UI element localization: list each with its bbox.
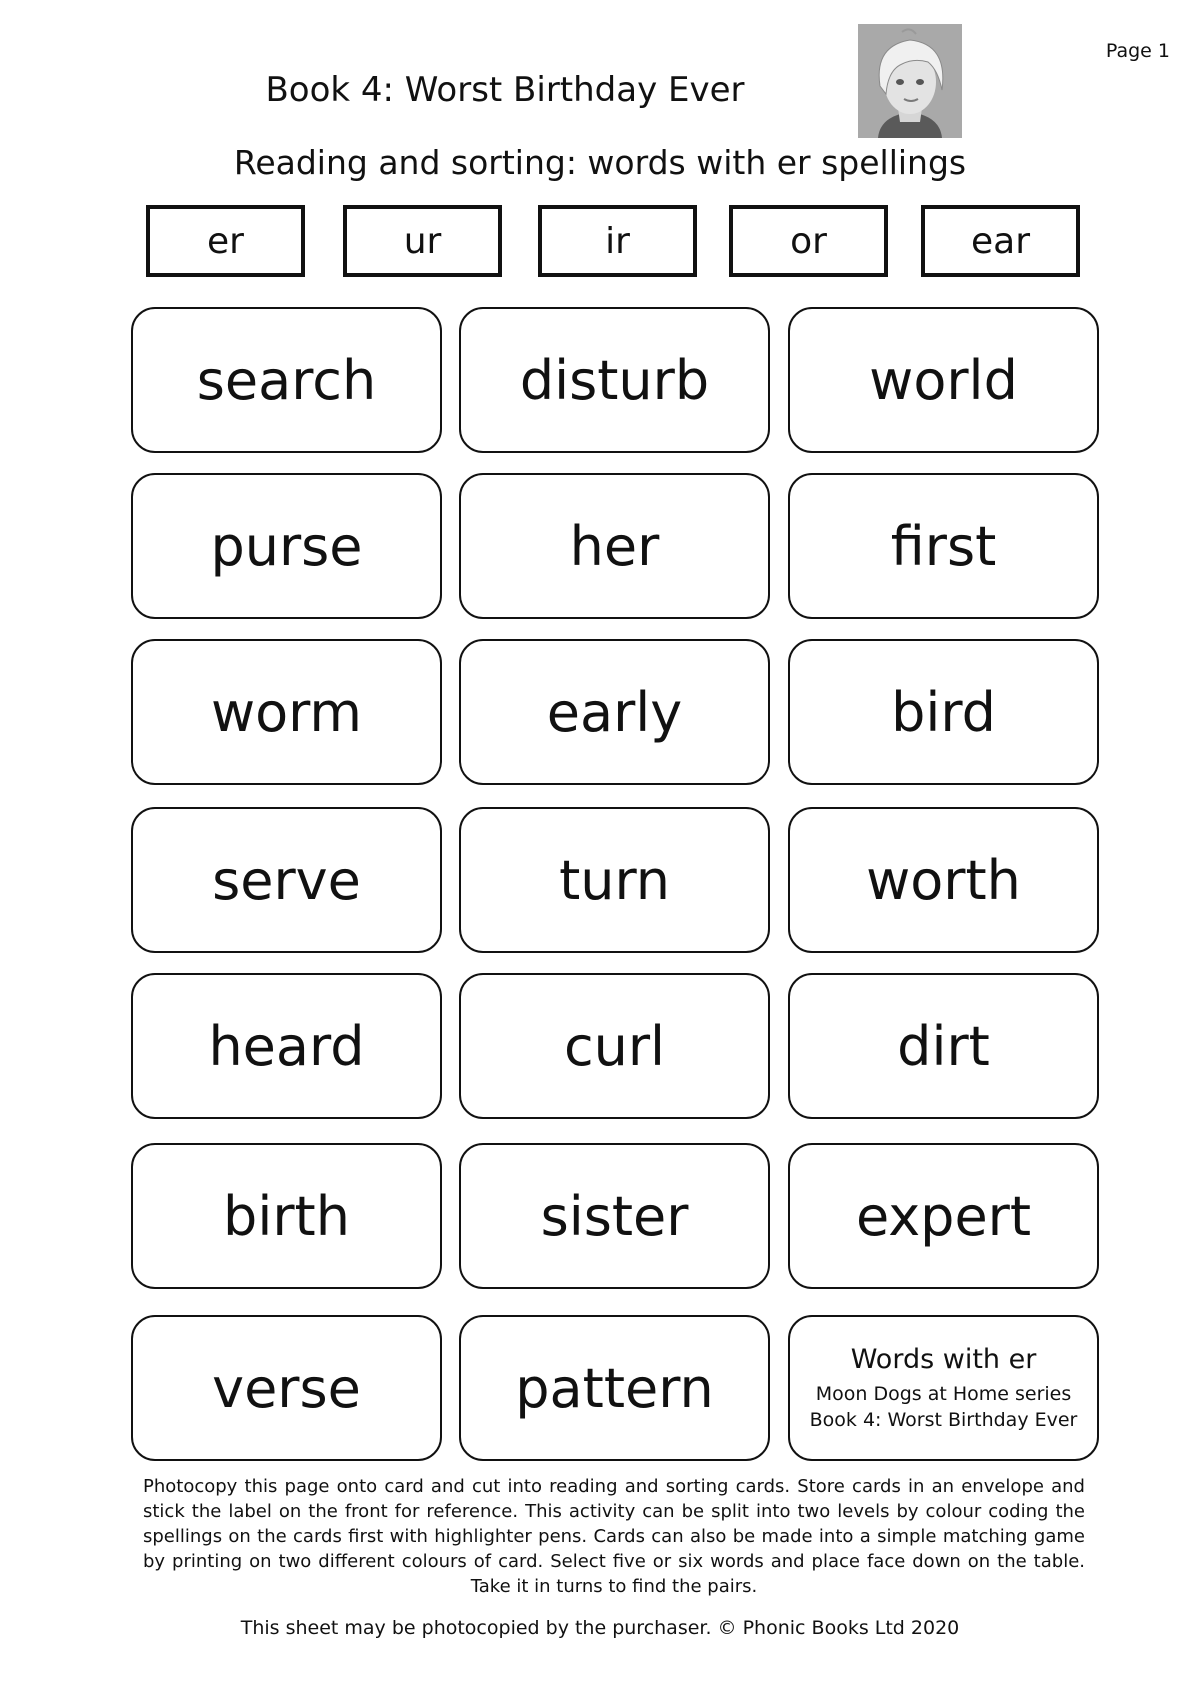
word-card: early bbox=[459, 639, 770, 785]
spelling-header-er: er bbox=[146, 205, 305, 277]
character-portrait-image bbox=[858, 24, 962, 138]
word-card: expert bbox=[788, 1143, 1099, 1289]
word-card: verse bbox=[131, 1315, 442, 1461]
page-title bbox=[0, 70, 1200, 110]
spelling-header-ear: ear bbox=[921, 205, 1080, 277]
label-card-book: Book 4: Worst Birthday Ever bbox=[809, 1408, 1078, 1431]
spelling-headers bbox=[146, 205, 1086, 283]
word-card: worth bbox=[788, 807, 1099, 953]
word-card: world bbox=[788, 307, 1099, 453]
spelling-header-or: or bbox=[729, 205, 888, 277]
word-card: worm bbox=[131, 639, 442, 785]
word-card: turn bbox=[459, 807, 770, 953]
word-card: pattern bbox=[459, 1315, 770, 1461]
page-number: Page 1 bbox=[1105, 40, 1170, 62]
word-card: bird bbox=[788, 639, 1099, 785]
character-portrait bbox=[858, 24, 962, 138]
spelling-header-ir: ir bbox=[538, 205, 697, 277]
spelling-header-ur: ur bbox=[343, 205, 502, 277]
word-card: first bbox=[788, 473, 1099, 619]
word-card: sister bbox=[459, 1143, 770, 1289]
word-card: disturb bbox=[459, 307, 770, 453]
word-card: heard bbox=[131, 973, 442, 1119]
label-card-series: Moon Dogs at Home series bbox=[815, 1382, 1072, 1405]
word-card: birth bbox=[131, 1143, 442, 1289]
envelope-label-card bbox=[788, 1315, 1099, 1461]
word-card: purse bbox=[131, 473, 442, 619]
page-subtitle: Reading and sorting: words with er spellings bbox=[233, 143, 967, 182]
label-card-title: Words with er bbox=[850, 1343, 1037, 1375]
word-card: search bbox=[131, 307, 442, 453]
page-title-text: Book 4: Worst Birthday Ever bbox=[265, 70, 745, 110]
word-card: serve bbox=[131, 807, 442, 953]
word-card: her bbox=[459, 473, 770, 619]
copyright-footer: This sheet may be photocopied by the purchaser. © Phonic Books Ltd 2020 bbox=[240, 1617, 960, 1639]
word-card: dirt bbox=[788, 973, 1099, 1119]
word-card: curl bbox=[459, 973, 770, 1119]
instructions-text: Photocopy this page onto card and cut into reading and sorting cards. Store cards in an envelope and stick the label on the front for reference. This activity can be split into two levels by colour coding the spellings on the cards first with highlighter pens. Cards can also be made into a simple matching game by printing on two different colours of card. Select five or six words and place face down on the table. Take it in turns to find the pairs. bbox=[143, 1476, 1085, 1597]
